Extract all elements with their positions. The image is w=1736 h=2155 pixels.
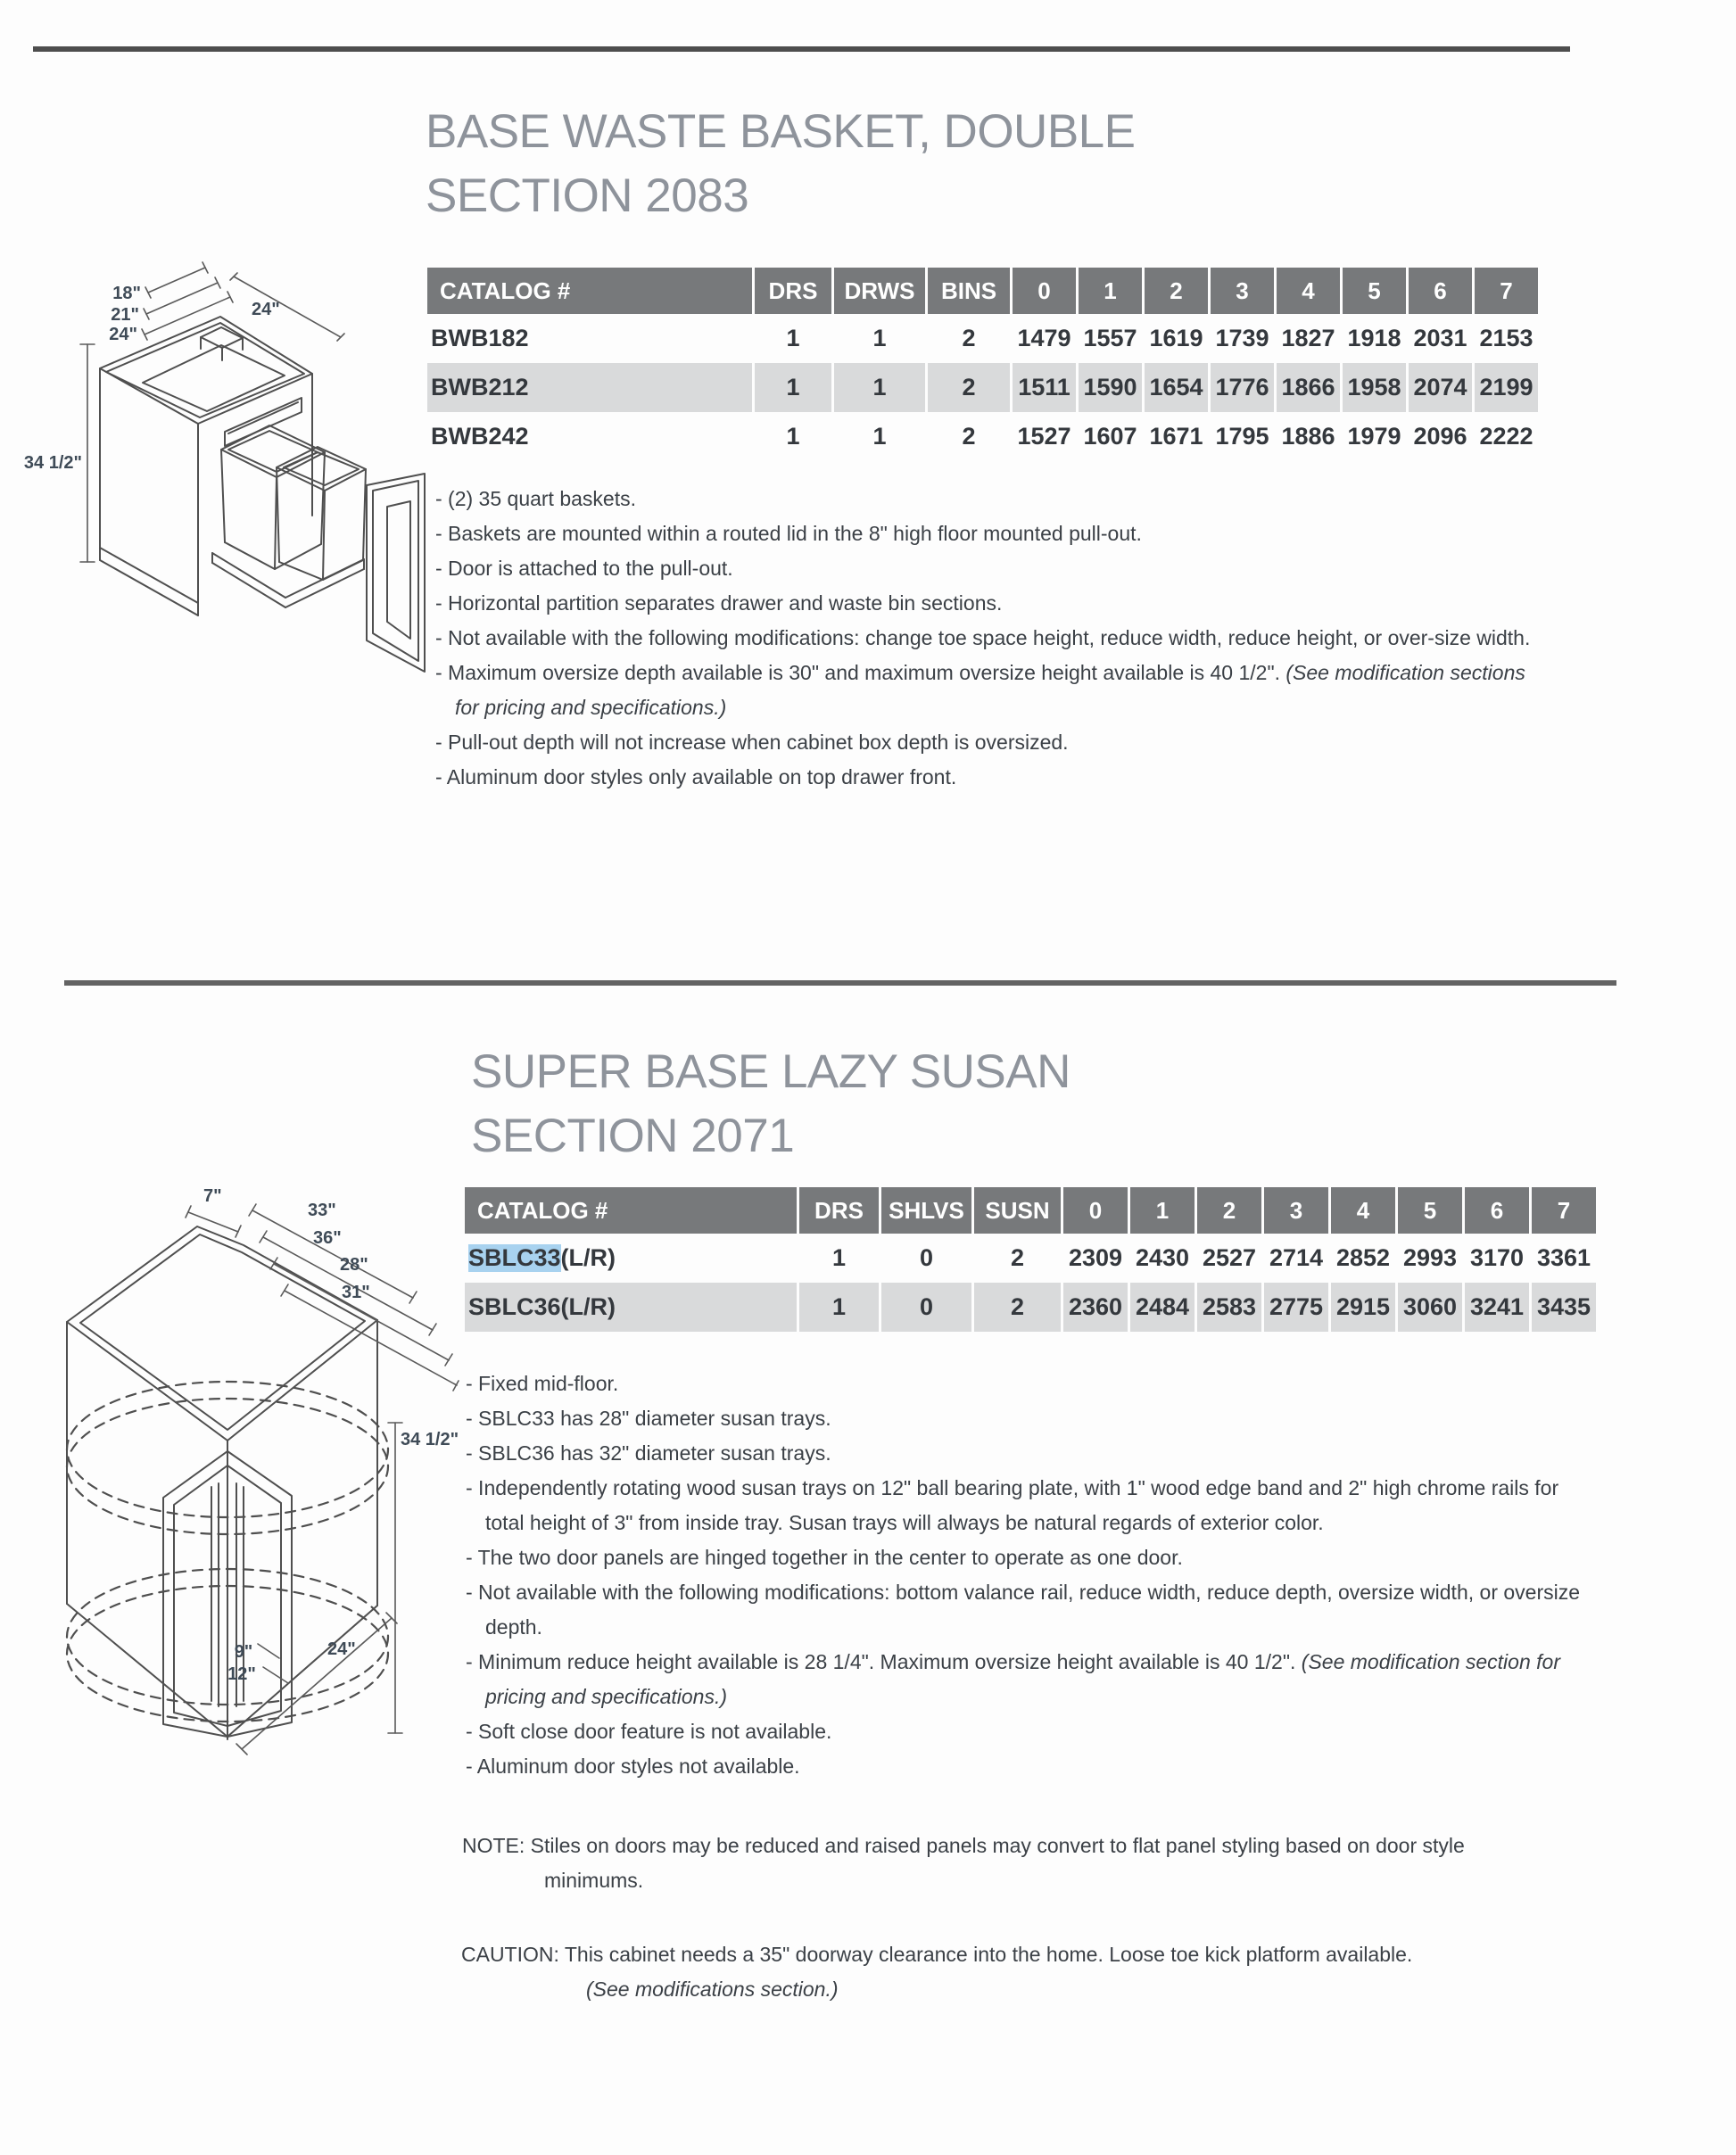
- bwb-feature-list: [435, 482, 1531, 795]
- column-header: 0: [1063, 1187, 1128, 1234]
- table-cell: 1: [786, 423, 800, 450]
- table-cell: 3170: [1469, 1244, 1525, 1271]
- table-cell: 1: [831, 1244, 847, 1271]
- table-cell: 2714: [1269, 1244, 1324, 1271]
- feature-bullet: - Not available with the following modifications: change toe space height, reduce width, reduce height, or over-size width.: [435, 626, 1531, 649]
- section1-title-line2: SECTION 2083: [426, 169, 749, 222]
- table-cell: 1671: [1149, 423, 1203, 450]
- table-cell: 3241: [1465, 1283, 1529, 1332]
- table-cell: 2153: [1479, 325, 1533, 351]
- dim-label-28: 28": [340, 1255, 368, 1275]
- table-cell: BWB212: [427, 363, 752, 412]
- column-header: 5: [1343, 268, 1406, 314]
- feature-bullet: - Pull-out depth will not increase when cabinet box depth is oversized.: [435, 731, 1069, 754]
- see-modification-reference: (See modification section for pricing and specifications.): [485, 1650, 1560, 1708]
- column-header: CATALOG #: [465, 1187, 797, 1234]
- dim-label-33: 33": [308, 1201, 336, 1220]
- column-header: CATALOG #: [427, 268, 752, 314]
- base-waste-basket-diagram: [18, 248, 437, 734]
- table-cell: 1776: [1211, 363, 1274, 412]
- feature-bullet: - Soft close door feature is not available.: [466, 1720, 832, 1743]
- dim-label-21: 21": [111, 305, 139, 325]
- table-cell: 2430: [1135, 1244, 1190, 1271]
- note-block: [462, 1829, 1622, 1898]
- column-header: 1: [1130, 1187, 1195, 1234]
- table-cell: 2993: [1402, 1244, 1458, 1271]
- section2-title: [471, 1040, 1071, 1168]
- feature-bullet: - Fixed mid-floor.: [466, 1372, 619, 1395]
- table-cell: 2031: [1413, 325, 1467, 351]
- dim-label-24d: 24": [252, 300, 280, 319]
- section2-title-line1: SUPER BASE LAZY SUSAN: [471, 1045, 1071, 1098]
- table-cell: 2199: [1475, 363, 1538, 412]
- section1-title: [426, 100, 1136, 228]
- feature-bullet: - SBLC33 has 28" diameter susan trays.: [466, 1407, 831, 1430]
- table-cell: 1795: [1215, 423, 1269, 450]
- see-modification-reference: (See modification sections for pricing and specifications.): [455, 661, 1525, 719]
- column-header: 1: [1079, 268, 1142, 314]
- table-cell: 2096: [1413, 423, 1467, 450]
- dim-label-24w: 24": [109, 325, 137, 344]
- table-cell: 1: [755, 363, 831, 412]
- table-cell: BWB242: [431, 423, 529, 450]
- dim-label-24d2: 24": [327, 1639, 356, 1659]
- section-divider-rule: [64, 980, 1616, 986]
- column-header: 7: [1475, 268, 1538, 314]
- table-cell: 2484: [1130, 1283, 1195, 1332]
- feature-bullet: - (2) 35 quart baskets.: [435, 487, 636, 510]
- top-rule: [33, 46, 1570, 52]
- dim-label-height2: 34 1/2": [401, 1430, 459, 1449]
- note-line1: [462, 1829, 1622, 1863]
- table-cell: 1866: [1277, 363, 1340, 412]
- price-table-sblc: [465, 1187, 1596, 1332]
- dim-label-9: 9": [234, 1642, 253, 1662]
- table-cell: 2074: [1409, 363, 1472, 412]
- dim-label-36: 36": [313, 1228, 342, 1248]
- table-cell: SBLC36(L/R): [465, 1283, 797, 1332]
- table-cell: 1619: [1149, 325, 1203, 351]
- table-cell: 1958: [1343, 363, 1406, 412]
- caution-line2: (See modifications section.): [586, 1977, 839, 2001]
- dim-label-7: 7": [203, 1186, 222, 1206]
- table-cell: 1590: [1079, 363, 1142, 412]
- note-text: Stiles on doors may be reduced and raised panels may convert to flat panel styling based on door style: [530, 1834, 1465, 1857]
- table-cell: 1511: [1013, 363, 1076, 412]
- column-header: 2: [1197, 1187, 1261, 1234]
- table-cell: 2222: [1479, 423, 1533, 450]
- table-cell: 1527: [1017, 423, 1071, 450]
- column-header: 2: [1145, 268, 1208, 314]
- table-cell: 2: [928, 363, 1010, 412]
- table-cell: 2583: [1197, 1283, 1261, 1332]
- feature-bullet: - Aluminum door styles only available on top drawer front.: [435, 765, 957, 789]
- table-cell: 1: [799, 1283, 879, 1332]
- column-header: 7: [1532, 1187, 1596, 1234]
- column-header: DRS: [799, 1187, 879, 1234]
- table-cell: 1739: [1215, 325, 1269, 351]
- dim-label-31: 31": [342, 1283, 370, 1302]
- feature-bullet: - Maximum oversize depth available is 30" and maximum oversize height available is 40 1/2". (See modification sections for pricing and specifications.): [435, 661, 1525, 719]
- table-cell: 0: [881, 1283, 971, 1332]
- table-cell: 1654: [1145, 363, 1208, 412]
- table-cell: 1: [834, 363, 925, 412]
- feature-bullet: - Not available with the following modifications: bottom valance rail, reduce width, reduce depth, oversize width, or oversize depth.: [466, 1581, 1581, 1639]
- table-cell: 3060: [1398, 1283, 1462, 1332]
- caution-label: CAUTION:: [461, 1943, 559, 1966]
- column-header: 4: [1277, 268, 1340, 314]
- table-cell: 1479: [1017, 325, 1071, 351]
- table-cell: 1886: [1281, 423, 1335, 450]
- dim-label-18: 18": [112, 284, 141, 303]
- column-header: 5: [1398, 1187, 1462, 1234]
- feature-bullet: - Baskets are mounted within a routed lid in the 8" high floor mounted pull-out.: [435, 522, 1142, 545]
- table-cell: 1979: [1347, 423, 1401, 450]
- caution-line1: [461, 1937, 1639, 1972]
- dim-label-12: 12": [227, 1664, 256, 1684]
- feature-bullet: - Minimum reduce height available is 28 1/4". Maximum oversize height available is 40 1/2". (See modification section for pricing and specifications.): [466, 1650, 1560, 1708]
- section2-title-line2: SECTION 2071: [471, 1110, 795, 1162]
- column-header: SUSN: [974, 1187, 1061, 1234]
- note-label: NOTE:: [462, 1834, 525, 1857]
- lazy-susan-diagram: [13, 1155, 459, 1762]
- feature-bullet: - Aluminum door styles not available.: [466, 1755, 800, 1778]
- column-header: 3: [1211, 268, 1274, 314]
- sblc-feature-list: [466, 1366, 1600, 1784]
- caution-block: [461, 1937, 1639, 2007]
- table-cell: 2: [962, 325, 976, 351]
- table-cell: 2: [974, 1283, 1061, 1332]
- table-cell: 0: [919, 1244, 934, 1271]
- column-header: DRS: [755, 268, 831, 314]
- table-cell: 1: [872, 423, 887, 450]
- table-cell: 1557: [1083, 325, 1137, 351]
- note-line2: minimums.: [544, 1869, 644, 1892]
- feature-bullet: - The two door panels are hinged together in the center to operate as one door.: [466, 1546, 1183, 1569]
- table-cell: SBLC33 (L/R): [468, 1244, 616, 1271]
- table-cell: 2: [962, 423, 976, 450]
- caution-text: This cabinet needs a 35" doorway clearance into the home. Loose toe kick platform available.: [564, 1943, 1413, 1966]
- table-cell: BWB182: [431, 325, 529, 351]
- table-cell: 1: [786, 325, 800, 351]
- column-header: 6: [1409, 268, 1472, 314]
- column-header: 4: [1331, 1187, 1395, 1234]
- highlighted-text: SBLC33: [468, 1244, 561, 1271]
- column-header: 3: [1264, 1187, 1328, 1234]
- column-header: DRWS: [834, 268, 925, 314]
- table-cell: 3361: [1536, 1244, 1591, 1271]
- column-header: BINS: [928, 268, 1010, 314]
- column-header: SHLVS: [881, 1187, 971, 1234]
- feature-bullet: - Horizontal partition separates drawer and waste bin sections.: [435, 591, 1003, 615]
- price-table-bwb: [427, 268, 1538, 461]
- feature-bullet: - Independently rotating wood susan trays on 12" ball bearing plate, with 1" wood edge band and 2" high chrome rails for total height of 3" from inside tray. Susan trays will always be natural regards of exterior color.: [466, 1476, 1559, 1534]
- table-cell: 2309: [1068, 1244, 1123, 1271]
- column-header: 0: [1013, 268, 1076, 314]
- dim-label-height: 34 1/2": [23, 453, 82, 473]
- feature-bullet: - Door is attached to the pull-out.: [435, 557, 733, 580]
- section1-title-line1: BASE WASTE BASKET, DOUBLE: [426, 105, 1136, 158]
- table-cell: 2775: [1264, 1283, 1328, 1332]
- table-cell: 1: [872, 325, 887, 351]
- table-cell: 2: [1010, 1244, 1025, 1271]
- feature-bullet: - SBLC36 has 32" diameter susan trays.: [466, 1441, 831, 1465]
- table-cell: 1918: [1347, 325, 1401, 351]
- table-cell: 3435: [1532, 1283, 1596, 1332]
- table-cell: 2527: [1202, 1244, 1257, 1271]
- column-header: 6: [1465, 1187, 1529, 1234]
- table-cell: 2915: [1331, 1283, 1395, 1332]
- table-cell: 1827: [1281, 325, 1335, 351]
- table-cell: 1607: [1083, 423, 1137, 450]
- table-cell: 2852: [1335, 1244, 1391, 1271]
- table-cell: 2360: [1063, 1283, 1128, 1332]
